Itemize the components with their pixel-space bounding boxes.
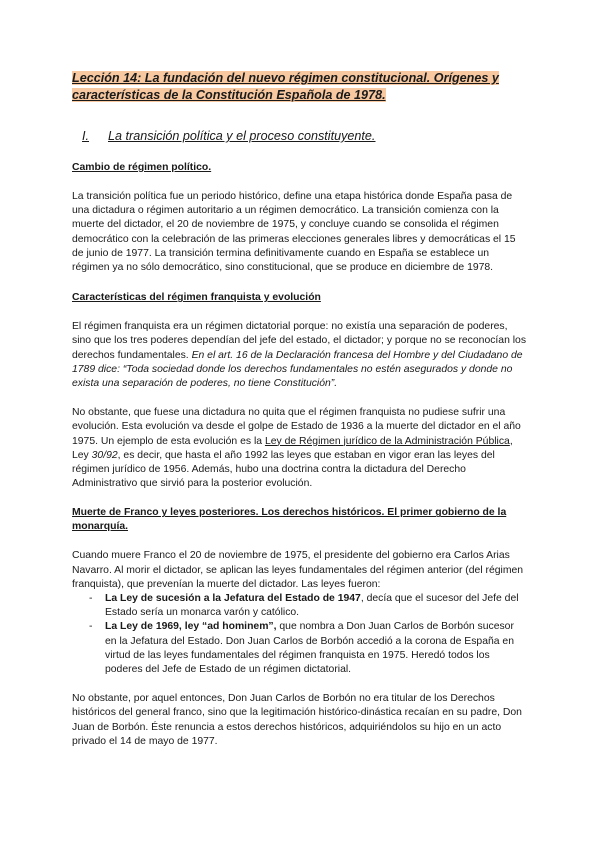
ley-sucesion-text: , decía que el sucesor del Jefe del Estado sería un monarca varón y católico. [105, 593, 519, 619]
paragraph-evolucion [72, 406, 528, 491]
paragraph-muerte-intro: Cuando muere Franco el 20 de noviembre de 1975, el presidente del gobierno era Carlos Arias Navarro. Al morir el dictador, se aplican las leyes fundamentales del régimen anterior (del régimen franquista), que prevenían la muerte del dictador. Las leyes fueron: [72, 550, 524, 590]
paragraph-derechos-historicos: No obstante, por aquel entonces, Don Juan Carlos de Borbón no era titular de los Derechos históricos del general franco, sino que la legitimación histórico-dinástica recaían en su padre, Don Juan de Borbón. Éste renuncia a estos derechos históricos, adquiriéndolos su hijo en un acto privado el 14 de mayo de 1977. [72, 693, 522, 747]
list-item [72, 620, 528, 677]
section-number: I. [82, 129, 89, 143]
ley-1969-text: que nombra a Don Juan Carlos de Borbón sucesor en la Jefatura del Estado. Don Juan Carlos de Borbón accedió a la corona de España en virtud de las leyes fundamentales del régimen franquista en 1975. Heredó todos los poderes del Jefe de Estado de un régimen dictatorial. [105, 621, 514, 676]
section-title: La transición política y el proceso constituyente. [108, 129, 376, 143]
evolucion-text-c: , es decir, que hasta el año 1992 las leyes que estaban en vigor eran las leyes del régimen jurídico de 1956. Además, hubo una doctrina contra la dictadura del Derecho Administrativo que sirvió para la posterior evolución. [72, 449, 495, 490]
document-page [72, 70, 528, 749]
bullet-dash: - [89, 593, 93, 605]
paragraph-transicion: La transición política fue un periodo histórico, define una etapa histórica donde España pasa de una dictadura o régimen autoritario a un régimen democrático. La transición comienza con la muerte del dictador, el 20 de noviembre de 1975, y concluye cuando se consolida el régimen democrático con la celebración de las primeras elecciones generales libres y democráticas el 15 de junio de 1977. La transición termina definitivamente cuando en España se establece un régimen ya no sólo democrático, sino constitucional, que se produce en diciembre de 1978. [72, 191, 516, 274]
section-heading [82, 127, 528, 145]
ley-regimen-juridico-link[interactable]: Ley de Régimen jurídico de la Administración Pública [264, 435, 510, 447]
paragraph-regimen-text: El régimen franquista era un régimen dictatorial porque: no existía una separación de poderes, sino que los tres poderes dependían del jefe del estado, el dictador; y porque no se reconocían los derechos fundamentales. [72, 321, 527, 361]
evolucion-text-a: No obstante, que fuese una dictadura no quita que el régimen franquista no pudiese sufrir una evolución. Esta evolución va desde el golpe de Estado de 1936 a la muerte del dictador en el año 1975. Un ejemplo de esta evolución es la [72, 407, 521, 447]
lesson-title: Lección 14: La fundación del nuevo régimen constitucional. Orígenes y características de la Constitución Española de 1978. [72, 71, 499, 102]
heading-muerte-franco: Muerte de Franco y leyes posteriores. Los derechos históricos. El primer gobierno de la monarquía. [72, 507, 507, 533]
list-item [72, 592, 528, 620]
declaracion-quote: En el art. 16 de la Declaración francesa del Hombre y del Ciudadano de 1789 dice: “Toda sociedad donde los derechos fundamentales no estén asegurados y donde no exista una separación de poderes, no tiene Constitución”. [72, 349, 523, 390]
bullet-dash: - [89, 621, 93, 633]
ley-number: 30/92 [91, 449, 118, 461]
heading-cambio-regimen: Cambio de régimen político. [72, 162, 212, 173]
ley-1969-title: La Ley de 1969, ley “ad hominem”, [105, 621, 277, 633]
leyes-list [72, 592, 528, 677]
ley-sucesion-title: La Ley de sucesión a la Jefatura del Estado de 1947 [105, 593, 361, 605]
heading-caracteristicas: Características del régimen franquista y evolución [72, 292, 321, 304]
paragraph-regimen-dictatorial [72, 320, 528, 391]
evolucion-text-b: , Ley [72, 435, 513, 461]
